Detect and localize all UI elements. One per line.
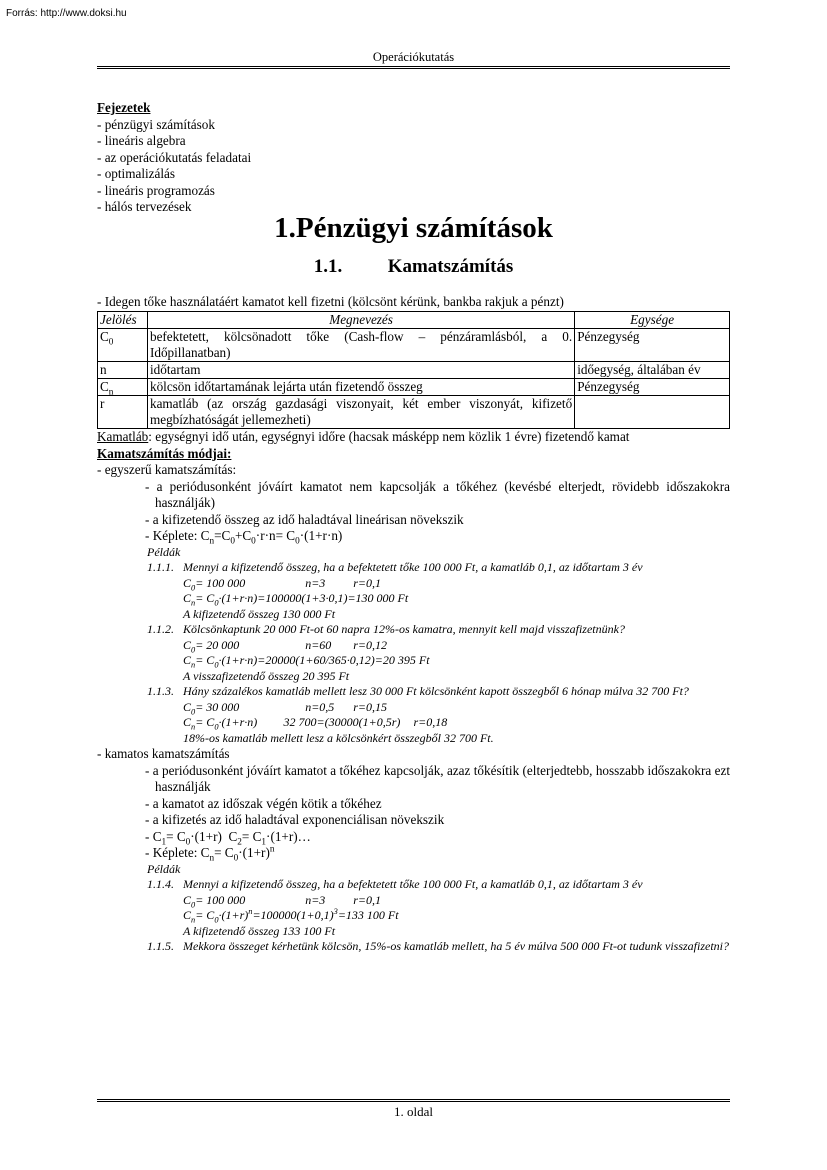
example-answer: A kifizetendő összeg 130 000 Ft	[183, 606, 336, 621]
chapter-item: - pénzügyi számítások	[97, 116, 215, 132]
chapter-item: - hálós tervezések	[97, 199, 192, 214]
list-item: - a kamatot az időszak végén kötik a tőkéhez	[145, 795, 382, 811]
example: 1.1.3. Hány százalékos kamatláb mellett lesz 30 000 Ft kölcsönként kapott összegből 6 hónap múlva 32 700 Ft? $C_0= 30$ 000 n=0,5 r=0,15 $C_n= C_0\cdot(1+r\cdot n)$ 32 700=(30000(1+0,5r) r=0,18 18%-os kamatláb mellett lesz a kölcsönkért összegből 32 700 Ft.	[147, 684, 730, 746]
table-cell-symbol: r	[98, 396, 148, 429]
definition-term: Kamatláb	[97, 429, 149, 444]
table-cell-name: kamatláb (az ország gazdasági viszonyait, két ember viszonyát, kifizető megbízhatóságát jellemezheti)	[147, 396, 574, 429]
table-header-row	[98, 312, 730, 329]
list-item: - a periódusonként jóváírt kamatot nem kapcsolják a tőkéhez (kevésbé elterjedt, rövidebb időszakokra használják)	[145, 478, 730, 510]
example	[147, 939, 730, 955]
chapter-item: - az operációkutatás feladatai	[97, 149, 252, 165]
table-row	[98, 396, 730, 429]
example-number: 1.1.1.	[147, 560, 174, 574]
table-cell-symbol: $C_0$	[98, 329, 148, 362]
definition	[97, 429, 730, 446]
example-question: Hány százalékos kamatláb mellett lesz 30 000 Ft kölcsönként kapott összegből 6 hónap múlva 32 700 Ft?	[183, 684, 689, 698]
intro-text: - Idegen tőke használatáért kamatot kell fizetni (kölcsönt kérünk, bankba rakjuk a pénzt)	[97, 293, 564, 309]
list-item: - a kifizetés az idő haladtával exponenciálisan növekszik	[145, 812, 445, 827]
compound-steps: - $C_1= C_0\cdot(1+r)$ $C_2=$ $C_1\cdot(1+r)\dots$	[145, 828, 311, 847]
table-row	[98, 379, 730, 396]
modes-title: Kamatszámítás módjai:	[97, 445, 232, 461]
table-cell-name: kölcsön időtartamának lejárta után fizetendő összeg	[147, 379, 574, 396]
example-number: 1.1.2.	[147, 622, 174, 636]
example-number: 1.1.4.	[147, 877, 174, 891]
example-question: Kölcsönkaptunk 20 000 Ft-ot 60 napra 12%-os kamatra, mennyit kell majd visszafizetnünk?	[183, 622, 625, 636]
example-answer: A visszafizetendő összeg 20 395 Ft	[183, 668, 350, 683]
table-cell-symbol: n	[98, 362, 148, 379]
table-row	[98, 362, 730, 379]
compound-interest-title: - kamatos kamatszámítás	[97, 746, 230, 761]
example-question: Mekkora összeget kérhetünk kölcsön, 15%-os kamatláb mellett, ha 5 év múlva 500 000 Ft-ot tudunk visszafizetni?	[183, 939, 729, 953]
chapters-list	[97, 100, 730, 216]
examples-label: Példák	[147, 544, 181, 559]
example-question: Mennyi a kifizetendő összeg, ha a befektetett tőke 100 000 Ft, a kamatláb 0,1, az időtartam 3 év	[183, 877, 643, 891]
table-cell-name: időtartam	[147, 362, 574, 379]
table-header: Jelölés	[98, 312, 148, 329]
example: 1.1.2. Kölcsönkaptunk 20 000 Ft-ot 60 napra 12%-os kamatra, mennyit kell majd visszafizetnünk? $C_0= 20$ 000 n=60 r=0,12 $C_n= C_0\cdot(1+r\cdot n)=20000(1+60/365\cdot 0,12)=20$ 395 Ft A visszafizetendő összeg 20 395 Ft	[147, 622, 730, 684]
header-rule	[97, 66, 730, 69]
page-content	[97, 100, 730, 955]
table-header: Megnevezés	[147, 312, 574, 329]
table-cell-unit: Pénzegység	[575, 379, 730, 396]
section-title	[97, 256, 730, 278]
section-number: 1.1.	[313, 255, 343, 277]
example-number: 1.1.3.	[147, 684, 174, 698]
example-number: 1.1.5.	[147, 939, 174, 953]
main-title: 1.Pénzügyi számítások	[274, 211, 553, 244]
section-name: Kamatszámítás	[387, 255, 514, 277]
list-item: - a kifizetendő összeg az idő haladtával lineárisan növekszik	[145, 511, 464, 527]
definition-text: : egységnyi idő után, egységnyi időre (hacsak másképp nem közlik 1 évre) fizetendő kamat	[148, 429, 630, 444]
example: 1.1.4. Mennyi a kifizetendő összeg, ha a befektetett tőke 100 000 Ft, a kamatláb 0,1, az időtartam 3 év $C_0= 100$ 000 n=3 r=0,1 $C_n= C_0\cdot(1+r)^n=100000(1+0,1)^3=133$ 100 Ft A kifizetendő összeg 133 100 Ft	[147, 877, 730, 939]
example-answer: A kifizetendő összeg 133 100 Ft	[183, 923, 336, 938]
notation-table	[97, 311, 730, 429]
table-cell-name: befektetett, kölcsönadott tőke (Cash-flow – pénzáramlásból, a 0. Időpillanatban)	[147, 329, 574, 362]
example: 1.1.1. Mennyi a kifizetendő összeg, ha a befektetett tőke 100 000 Ft, a kamatláb 0,1, az időtartam 3 év $C_0= 100$ 000 n=3 r=0,1 $C_n= C_0\cdot(1+r\cdot n)=100000(1+3\cdot 0,1)=130$ 000 Ft A kifizetendő összeg 130 000 Ft	[147, 560, 730, 622]
table-header: Egysége	[575, 312, 730, 329]
chapter-item: - lineáris programozás	[97, 182, 215, 198]
footer-rule	[97, 1099, 730, 1102]
chapter-item: - optimalizálás	[97, 166, 175, 181]
table-row	[98, 329, 730, 362]
running-header: Operációkutatás	[372, 50, 455, 64]
simple-formula: - Képlete: $C_n=C_0+C_0\cdot r\cdot n= C_0\cdot(1+r\cdot n)$	[145, 528, 343, 546]
table-cell-symbol: $C_n$	[98, 379, 148, 396]
list-item: - a periódusonként jóváírt kamatot a tőkéhez kapcsolják, azaz tőkésítik (elterjedtebb, hosszabb időszakokra ezt használják	[145, 762, 730, 794]
table-cell-unit: időegység, általában év	[575, 362, 730, 379]
table-cell-unit: Pénzegység	[575, 329, 730, 362]
table-cell-unit	[575, 396, 730, 429]
simple-interest-title: - egyszerű kamatszámítás:	[97, 462, 237, 477]
chapter-item: - lineáris algebra	[97, 133, 186, 148]
page-number: 1. oldal	[394, 1104, 433, 1119]
compound-formula: - Képlete: $C_n= C_0\cdot(1+r)^n$	[145, 843, 275, 863]
source-link[interactable]: Forrás: http://www.doksi.hu	[6, 8, 127, 19]
example-question: Mennyi a kifizetendő összeg, ha a befektetett tőke 100 000 Ft, a kamatláb 0,1, az időtartam 3 év	[183, 560, 643, 574]
examples-label: Példák	[147, 861, 181, 876]
chapters-title: Fejezetek	[97, 100, 151, 115]
example-answer: 18%-os kamatláb mellett lesz a kölcsönkért összegből 32 700 Ft.	[183, 730, 494, 745]
